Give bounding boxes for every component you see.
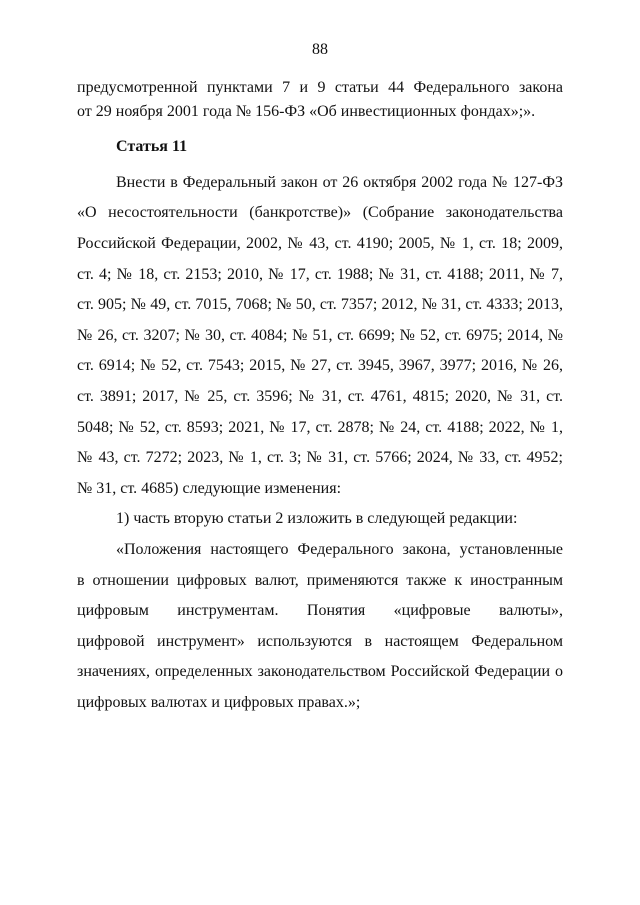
text-line: 5048; № 52, ст. 8593; 2021, № 17, ст. 2878; № 24, ст. 4188; 2022, № 1,	[77, 418, 563, 436]
text-line: в отношении цифровых валют, применяются также к иностранным	[77, 571, 563, 589]
article-paragraph-2	[77, 507, 563, 531]
text-line: № 43, ст. 7272; 2023, № 1, ст. 3; № 31, ст. 5766; 2024, № 33, ст. 4952;	[77, 449, 563, 467]
text-line: Российской Федерации, 2002, № 43, ст. 4190; 2005, № 1, ст. 18; 2009,	[77, 234, 563, 252]
text-line: № 26, ст. 3207; № 30, ст. 4084; № 51, ст. 6699; № 52, ст. 6975; 2014, №	[77, 326, 563, 344]
text-line: «Положения настоящего Федерального закона, установленные	[116, 540, 563, 558]
text-line: ст. 3891; 2017, № 25, ст. 3596; № 31, ст. 4761, 4815; 2020, № 31, ст.	[77, 387, 563, 405]
text-line: значениях, определенных законодательством Российской Федерации о	[77, 663, 563, 681]
text-line: «О несостоятельности (банкротстве)» (Собрание законодательства	[77, 204, 563, 222]
text-line: ст. 6914; № 52, ст. 7543; 2015, № 27, ст. 3945, 3967, 3977; 2016, № 26,	[77, 357, 563, 375]
text-line: цифровым инструментам. Понятия «цифровые валюты»,	[77, 602, 563, 620]
text-line: цифровой инструмент» используются в настоящем Федеральном	[77, 632, 563, 650]
article-paragraph-1	[77, 171, 563, 501]
page-number: 88	[312, 41, 328, 58]
text-line: ст. 4; № 18, ст. 2153; 2010, № 17, ст. 1988; № 31, ст. 4188; 2011, № 7,	[77, 265, 563, 283]
text-line: от 29 ноября 2001 года № 156-ФЗ «Об инвестиционных фондах»;».	[77, 102, 536, 120]
text-line: цифровых валютах и цифровых правах.»;	[77, 693, 361, 711]
text-line: ст. 905; № 49, ст. 7015, 7068; № 50, ст. 7357; 2012, № 31, ст. 4333; 2013,	[77, 296, 563, 314]
intro-paragraph	[77, 76, 563, 123]
text-line: Внести в Федеральный закон от 26 октября 2002 года № 127-ФЗ	[116, 173, 563, 191]
article-paragraph-3	[77, 538, 563, 715]
document-body	[77, 76, 563, 714]
text-line: предусмотренной пунктами 7 и 9 статьи 44 Федерального закона	[77, 79, 563, 96]
article-heading: Статья 11	[116, 138, 188, 156]
text-line: № 31, ст. 4685) следующие изменения:	[77, 479, 342, 497]
text-line: 1) часть вторую статьи 2 изложить в следующей редакции:	[116, 510, 518, 528]
